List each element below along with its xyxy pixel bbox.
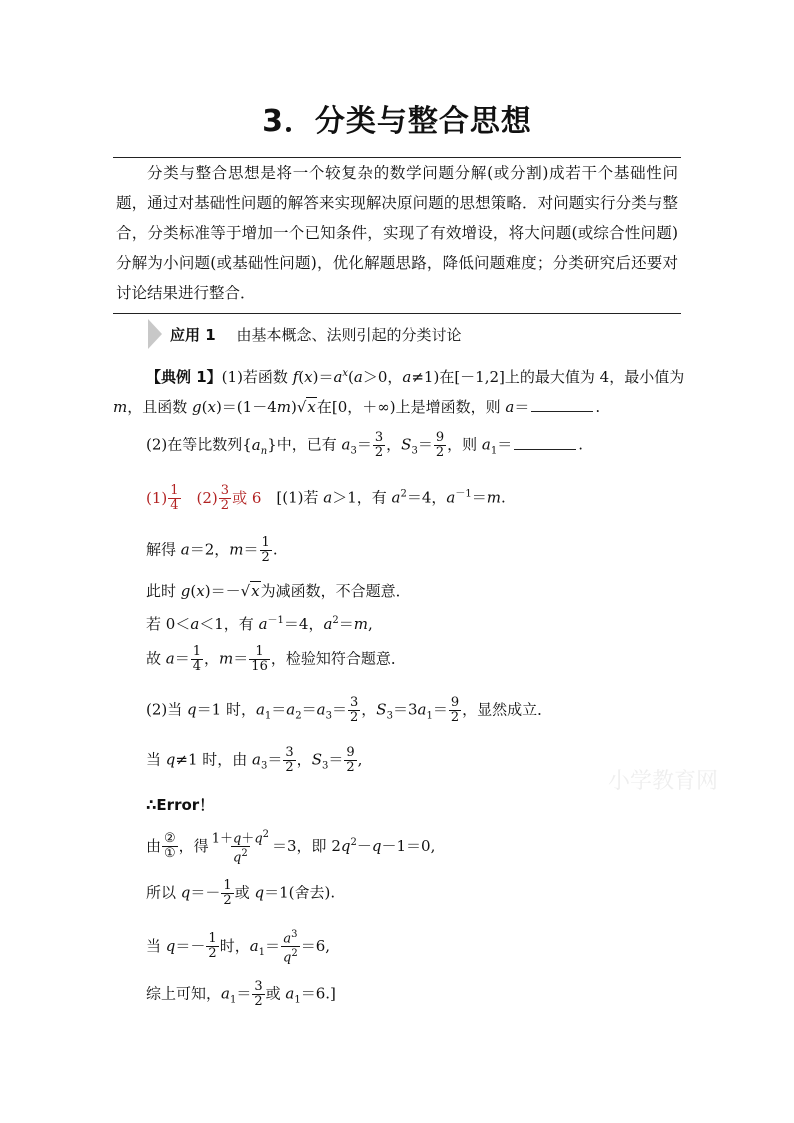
triangle-marker-icon [148, 319, 162, 349]
error-line: ∴Error！ [146, 796, 215, 814]
page-title: 3．分类与整合思想 [262, 104, 532, 139]
solution-line-2: 此时 g(x)＝－√x为减函数，不合题意． [146, 582, 411, 600]
example-line-1: 【典例 1】(1)若函数 $f(x)=a^x(a>0$，a≠1)在[－1,2]上的最大值为 4，最小值为 [146, 368, 685, 386]
answer-blank-1[interactable] [531, 399, 593, 412]
example-label: 【典例 1】 [146, 368, 222, 386]
solution-line-8: 所以 q＝－ $\frac{1}{2}$ 或 q＝1(舍去). [146, 878, 336, 908]
example-part-2: (2)在等比数列$\{a_n\}$中，已有 $a_3=$ $\frac{3}{2}$ ，$S_3=$ $\frac{9}{2}$ ，则 $a_1=$ . [146, 430, 584, 460]
application-header [148, 318, 568, 350]
solution-line-6: 当 q≠1 时，由 $a_3=$ $\frac{3}{2}$ ，$S_3=$ $\frac{9}{2}$ , [146, 745, 363, 775]
solution-line-3: 若 0＜a＜1，有 $a^{-1}=4$，$a^2=m$, [146, 615, 373, 633]
solution-line-1: 解得 a＝2，m＝ $\frac{1}{2}$ . [146, 535, 278, 565]
solution-line-9: 当 q＝－ $\frac{1}{2}$ 时，$a_1=$ $\frac{a^3}{q^2}$ ＝6, [146, 929, 331, 966]
divider-bottom [113, 313, 681, 314]
application-title: 由基本概念、法则引起的分类讨论 [236, 325, 462, 344]
application-label: 应用 1 [170, 325, 216, 344]
solution-line-4: 故 a＝ $\frac{1}{4}$ ，m＝ $\frac{1}{16}$ ，检验知符合题意． [146, 644, 406, 674]
solution-line-5: (2)当 q＝1 时，$a_1=a_2=a_3=$ $\frac{3}{2}$ ，$S_3=3a_1=$ $\frac{9}{2}$ ，显然成立． [146, 695, 553, 725]
example-line-2: m，且函数 g(x)＝(1－4m)√x在[0，＋∞)上是增函数，则 a＝ . [113, 398, 601, 416]
intro-paragraph: 分类与整合思想是将一个较复杂的数学问题分解(或分割)成若干个基础性问题，通过对基础性问题的解答来实现解决原问题的思想策略．对问题实行分类与整合，分类标准等于增加一个已知条件，实现了有效增设，将大问题(或综合性问题)分解为小问题(或基础性问题)，优化解题思路，降低问题难度；分类研究后还要对讨论结果进行整合． [116, 164, 678, 302]
watermark: 小学教育网 [608, 769, 719, 794]
solution-line-10: 综上可知，$a_1=$ $\frac{3}{2}$ 或 $a_1=6$.] [146, 979, 336, 1009]
answer-blank-2[interactable] [514, 437, 576, 450]
answer-line: (1) $\frac{1}{4}$ (2) $\frac{3}{2}$ 或 6 [(1)若 a＞1，有 $a^2=4$，$a^{-1}=m$. [146, 483, 506, 513]
solution-line-7: 由 $\frac{\text{②}}{\text{①}}$ ，得 $\frac{1+q+q^2}{q^2}$ ＝3，即 $2q^2-q-1=0$, [146, 829, 436, 866]
